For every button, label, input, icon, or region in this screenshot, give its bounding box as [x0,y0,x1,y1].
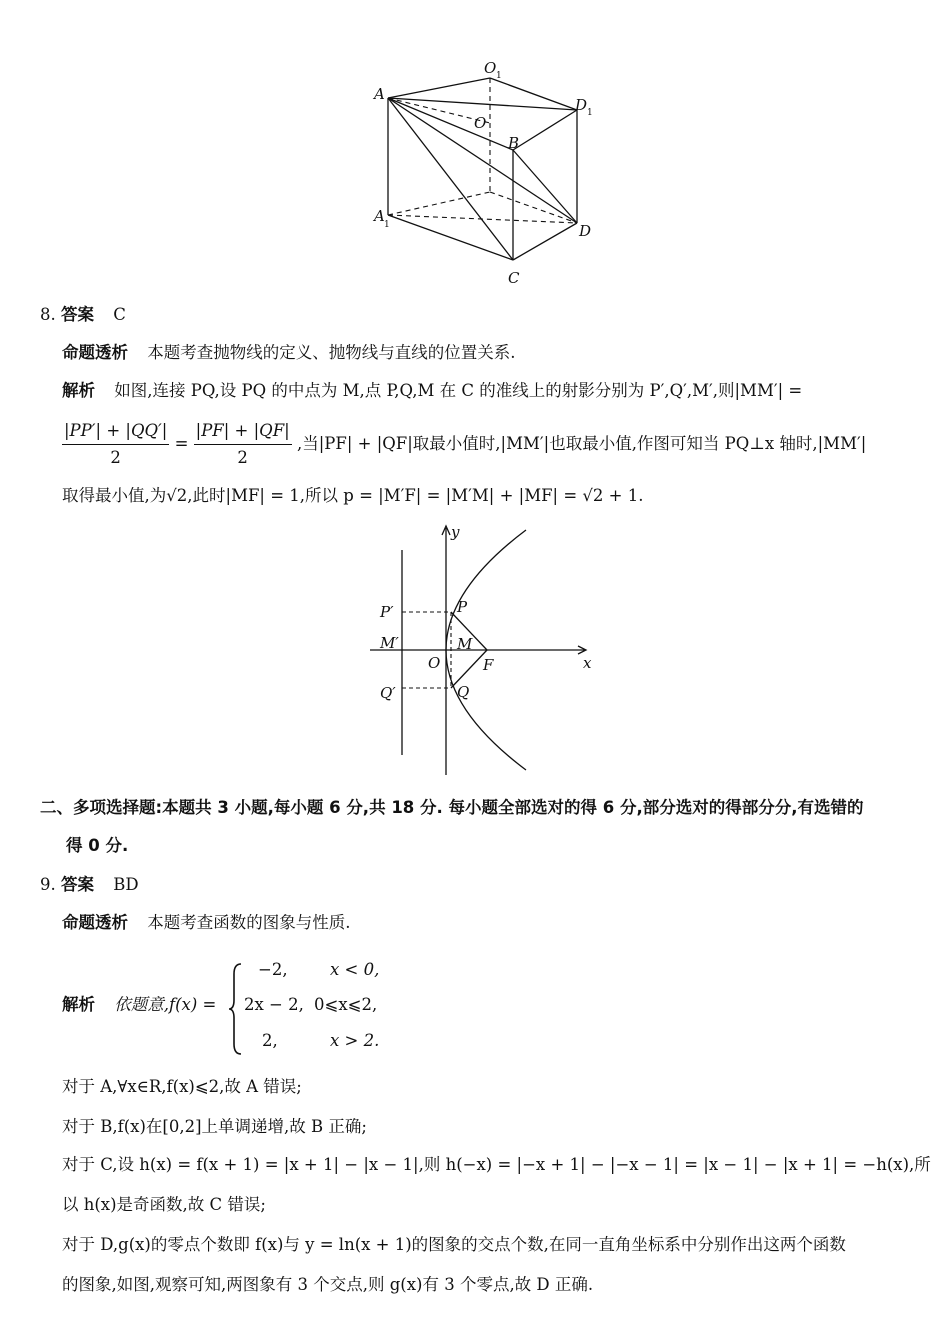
label-x: x [583,654,592,672]
edge-A-C [388,98,513,260]
q9-answer-label: 答案 [61,875,94,894]
q8-fraction-1: $\frac{|PP'| + |QQ'|}{2}$ [64,421,168,467]
q8-sqrt-2: √2 [582,486,604,505]
q8-line2-rest: ,当|PF| + |QF|取最小值时,|MM′|也取最小值,作图可知当 PQ⊥x 轴时,|MM′| [296,434,867,453]
q8-solution-label: 解析 [62,381,95,400]
q8-line3-a: 取得最小值,为 [62,486,167,505]
case-2-cond: 0⩽x⩽2, [314,995,378,1014]
q8-line3-b: ,此时|MF| = 1,所以 p = |M′F| = |M′M| + |MF| = [187,486,583,505]
q8-solution-line1 [62,379,802,403]
q9-answer-line [40,873,139,897]
q9-analysis-line [62,911,351,935]
q8-answer: C [113,305,126,324]
q9-line-D1: 对于 D,g(x)的零点个数即 f(x)与 y = ln(x + 1)的图象的交点个数,在同一直角坐标系中分别作出这两个函数 [62,1235,846,1254]
q8-analysis-text: 本题考查抛物线的定义、抛物线与直线的位置关系. [147,343,516,362]
q8-sqrt-1: √2 [166,486,188,505]
q8-number: 8. [40,305,56,324]
label-B: B [508,134,520,152]
label-O: O [428,654,441,672]
label-Pprime: P′ [380,603,394,621]
dashed-A1-D [388,215,577,223]
case-3-cond: x > 2. [330,1031,380,1050]
edge-C-D [513,223,577,260]
label-P: P [457,598,468,616]
label-A: A [374,85,385,103]
q8-solution-line3 [62,484,644,508]
edge-B-D1 [513,110,577,150]
case-3-value: 2, [262,1031,278,1050]
edge-A-O1 [388,78,490,98]
label-O1: O [484,59,497,77]
case-2-value: 2x − 2, [244,995,304,1014]
q8-answer-line [40,303,126,327]
q8-analysis-label: 命题透析 [62,343,128,362]
section2-heading: 二、多项选择题:本题共 3 小题,每小题 6 分,共 18 分. 每小题全部选对的得 6 分,部分选对的得部分分,有选错的 [40,798,864,817]
case-1-value: −2, [258,960,288,979]
label-D1-sub: 1 [587,108,593,118]
q9-line-C1: 对于 C,设 h(x) = f(x + 1) = |x + 1| − |x − 1|,则 h(−x) = |−x + 1| − |−x − 1| = |x − 1| − |x + 1| = −h(x),所 [62,1155,931,1174]
q8-line1: 如图,连接 PQ,设 PQ 的中点为 M,点 P,Q,M 在 C 的准线上的射影分别为 P′,Q′,M′,则|MM′| = [114,381,803,400]
q9-solution-label: 解析 [62,995,95,1014]
q9-line-A: 对于 A,∀x∈R,f(x)⩽2,故 A 错误; [62,1077,302,1096]
label-F: F [483,656,494,674]
label-C: C [508,269,520,287]
label-D1: D [575,96,588,114]
label-O1-sub: 1 [496,71,502,81]
q8-solution-line2 [62,419,866,470]
q8-fraction-2: $\frac{|PF| + |QF|}{2}$ [195,421,290,467]
q9-intro: 依题意,f(x) = [114,995,217,1014]
parabola-figure [360,520,610,785]
q9-analysis-label: 命题透析 [62,913,128,932]
label-y: y [451,523,460,541]
edge-A1-C [388,215,513,260]
q9-line-D2: 的图象,如图,观察可知,两图象有 3 个交点,则 g(x)有 3 个零点,故 D 正确. [62,1275,594,1294]
section2-heading-cont: 得 0 分. [66,836,129,855]
q9-line-C2: 以 h(x)是奇函数,故 C 错误; [62,1195,266,1214]
label-M: M [457,635,473,653]
prism-figure [360,55,600,295]
case-1-cond: x < 0, [330,960,380,979]
label-Q: Q [457,683,470,701]
label-D: D [579,222,592,240]
q8-answer-label: 答案 [61,305,94,324]
q9-analysis-text: 本题考查函数的图象与性质. [147,913,351,932]
label-A1: A [374,207,385,225]
q9-answer: BD [113,875,139,894]
label-Mprime: M′ [380,634,399,652]
q9-line-B: 对于 B,f(x)在[0,2]上单调递增,故 B 正确; [62,1117,367,1136]
label-Qprime: Q′ [380,684,396,702]
dashed-A1-base [388,192,490,215]
label-O: O [474,114,487,132]
piecewise-brace [228,962,244,1056]
q9-number: 9. [40,875,56,894]
q8-equals: = [174,434,189,453]
label-A1-sub: 1 [384,220,390,230]
edge-A-B [388,98,513,150]
q8-analysis-line [62,341,516,365]
q9-solution-line [62,993,216,1017]
q8-line3-c: + 1. [603,486,644,505]
